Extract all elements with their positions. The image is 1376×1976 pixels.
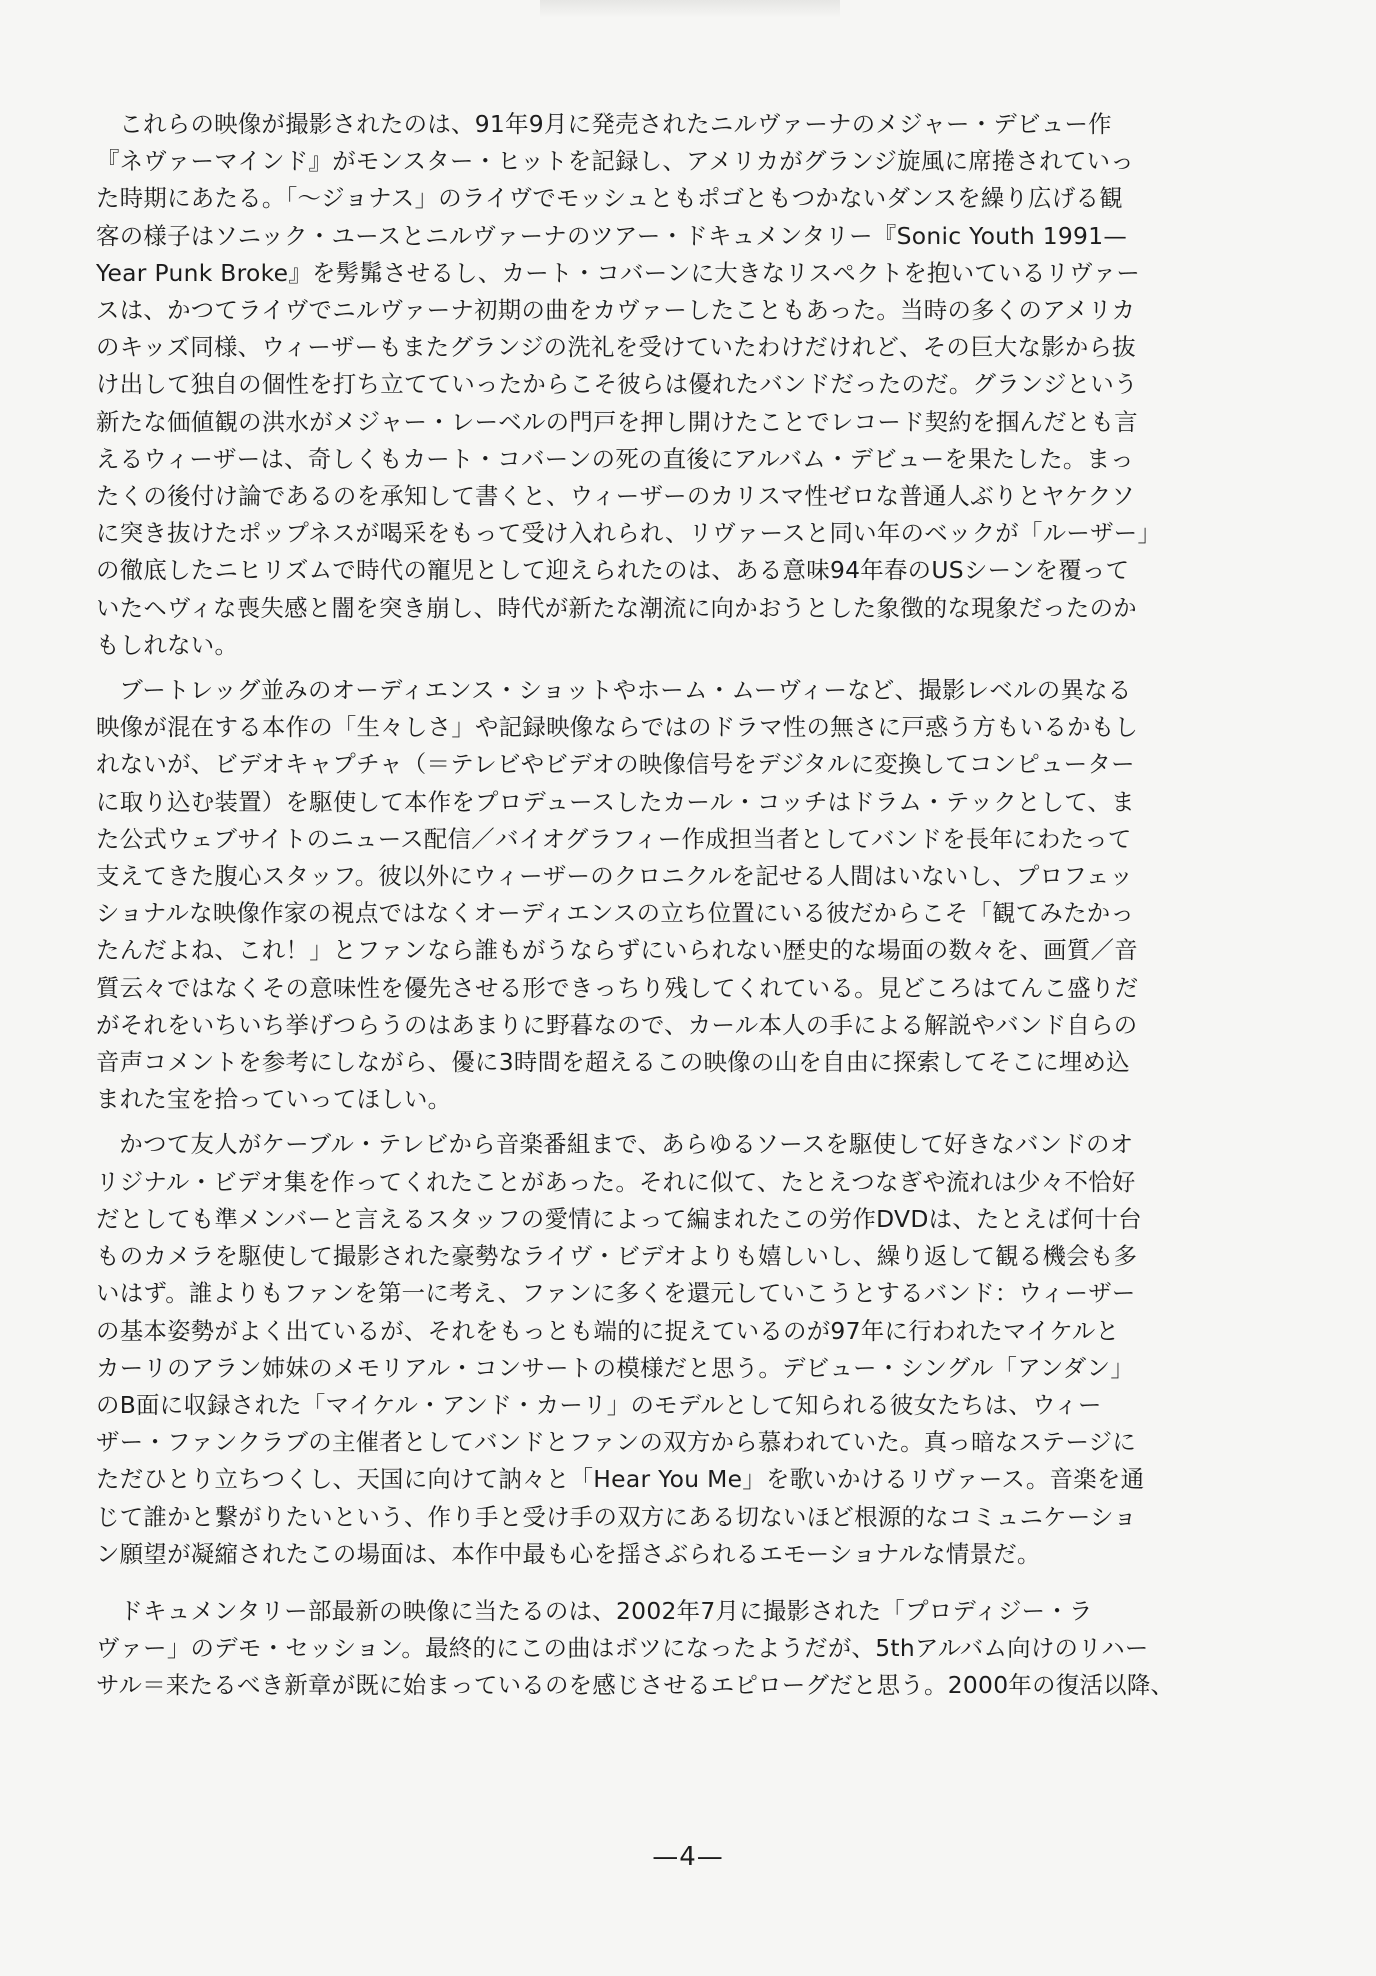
text-line: た公式ウェブサイトのニュース配信／バイオグラフィー作成担当者としてバンドを長年にわたって (96, 824, 1132, 853)
text-line: リジナル・ビデオ集を作ってくれたことがあった。それに似て、たとえつなぎや流れは少々不恰好 (96, 1167, 1136, 1196)
text-line: じて誰かと繋がりたいという、作り手と受け手の双方にある切ないほど根源的なコミュニケーショ (96, 1502, 1137, 1531)
page-number: —4— (652, 1842, 724, 1872)
text-line: ショナルな映像作家の視点ではなくオーディエンスの立ち位置にいる彼だからこそ「観てみたかっ (96, 899, 1135, 928)
text-line: がそれをいちいち挙げつらうのはあまりに野暮なので、カール本人の手による解説やバンド自らの (96, 1010, 1138, 1039)
text-line: 『ネヴァーマインド』がモンスター・ヒットを記録し、アメリカがグランジ旋風に席捲されていっ (96, 147, 1135, 176)
text-line: ものカメラを駆使して撮影された豪勢なライヴ・ビデオよりも嬉しいし、繰り返して観る機会も多 (96, 1242, 1138, 1271)
text-line: いたヘヴィな喪失感と闇を突き崩し、時代が新たな潮流に向かおうとした象徴的な現象だったのか (96, 593, 1137, 622)
scan-shadow (540, 0, 840, 18)
text-line: 支えてきた腹心スタッフ。彼以外にウィーザーのクロニクルを記せる人間はいないし、プロフェッ (96, 862, 1134, 891)
text-line: たんだよね、これ！」とファンなら誰もがうならずにいられない歴史的な場面の数々を、画質／音 (96, 936, 1138, 965)
text-line: のB面に収録された「マイケル・アンド・カーリ」のモデルとして知られる彼女たちは、ウィー (96, 1390, 1102, 1419)
paragraph-2 (96, 672, 1276, 1118)
text-line: だとしても準メンバーと言えるスタッフの愛情によって編まれたこの労作DVDは、たとえば何十台 (96, 1204, 1142, 1233)
text-line: Year Punk Broke』を髣髴させるし、カート・コバーンに大きなリスペクトを抱いているリヴァー (96, 258, 1141, 287)
text-line: えるウィーザーは、奇しくもカート・コバーンの死の直後にアルバム・デビューを果たした。まっ (96, 444, 1134, 473)
text-line: 音声コメントを参考にしながら、優に3時間を超えるこの映像の山を自由に探索してそこに埋め込 (96, 1048, 1130, 1077)
text-line: サル＝来たるべき新章が既に始まっているのを感じさせるエピローグだと思う。2000年の復活以降、 (96, 1671, 1175, 1700)
paragraph-4 (96, 1593, 1276, 1705)
text-line: に突き抜けたポップネスが喝采をもって受け入れられ、リヴァースと同い年のベックが「ルーザー」 (96, 519, 1162, 548)
text-line: ただひとり立ちつくし、天国に向けて訥々と「Hear You Me」を歌いかけるリヴァース。音楽を通 (96, 1465, 1145, 1494)
text-line: ヴァー」のデモ・セッション。最終的にこの曲はボツになったようだが、5thアルバム向けのリハー (96, 1634, 1149, 1663)
text-line: ザー・ファンクラブの主催者としてバンドとファンの双方から慕われていた。真っ暗なステージに (96, 1428, 1137, 1457)
text-line: ドキュメンタリー部最新の映像に当たるのは、2002年7月に撮影された「プロディジー・ラ (119, 1596, 1093, 1625)
text-line: 客の様子はソニック・ユースとニルヴァーナのツアー・ドキュメンタリー『Sonic Youth 1991— (96, 221, 1128, 250)
text-line: ン願望が凝縮されたこの場面は、本作中最も心を揺さぶられるエモーショナルな情景だ。 (96, 1539, 1041, 1568)
text-line: 映像が混在する本作の「生々しさ」や記録映像ならではのドラマ性の無さに戸惑う方もいるかもし (96, 713, 1139, 742)
text-line: け出して独自の個性を打ち立てていったからこそ彼らは優れたバンドだったのだ。グランジという (96, 370, 1138, 399)
text-line: に取り込む装置）を駆使して本作をプロデュースしたカール・コッチはドラム・テックとして、ま (96, 787, 1135, 816)
text-line: カーリのアラン姉妹のメモリアル・コンサートの模様だと思う。デビュー・シングル「アンダン」 (96, 1353, 1135, 1382)
text-line: の基本姿勢がよく出ているが、それをもっとも端的に捉えているのが97年に行われたマイケルと (96, 1316, 1120, 1345)
text-line: 質云々ではなくその意味性を優先させる形できっちり残してくれている。見どころはてんこ盛りだ (96, 973, 1139, 1002)
text-line: たくの後付け論であるのを承知して書くと、ウィーザーのカリスマ性ゼロな普通人ぶりとヤケクソ (96, 482, 1136, 511)
text-line: れないが、ビデオキャプチャ（＝テレビやビデオの映像信号をデジタルに変換してコンピューター (96, 750, 1135, 779)
text-line: もしれない。 (96, 630, 239, 659)
paragraph-3 (96, 1126, 1276, 1572)
text-line: まれた宝を拾っていってほしい。 (96, 1085, 452, 1114)
text-line: スは、かつてライヴでニルヴァーナ初期の曲をカヴァーしたこともあった。当時の多くのアメリカ (96, 296, 1136, 325)
text-line: いはず。誰よりもファンを第一に考え、ファンに多くを還元していこうとするバンド：ウィーザー (96, 1279, 1136, 1308)
paragraph-1 (96, 106, 1276, 664)
text-line: 新たな価値観の洪水がメジャー・レーベルの門戸を押し開けたことでレコード契約を掴んだとも言 (96, 407, 1138, 436)
text-line: た時期にあたる。「〜ジョナス」のライヴでモッシュともポゴともつかないダンスを繰り広げる観 (96, 184, 1123, 213)
text-line: これらの映像が撮影されたのは、91年9月に発売されたニルヴァーナのメジャー・デビュー作 (119, 110, 1112, 138)
text-line: かつて友人がケーブル・テレビから音楽番組まで、あらゆるソースを駆使して好きなバンドのオ (119, 1130, 1134, 1159)
text-line: の徹底したニヒリズムで時代の寵児として迎えられたのは、ある意味94年春のUSシーンを覆って (96, 556, 1130, 585)
body-text (96, 106, 1276, 1705)
text-line: ブートレッグ並みのオーディエンス・ショットやホーム・ムーヴィーなど、撮影レベルの異なる (119, 676, 1132, 705)
text-line: のキッズ同様、ウィーザーもまたグランジの洗礼を受けていたわけだけれど、その巨大な影から抜 (96, 333, 1136, 362)
